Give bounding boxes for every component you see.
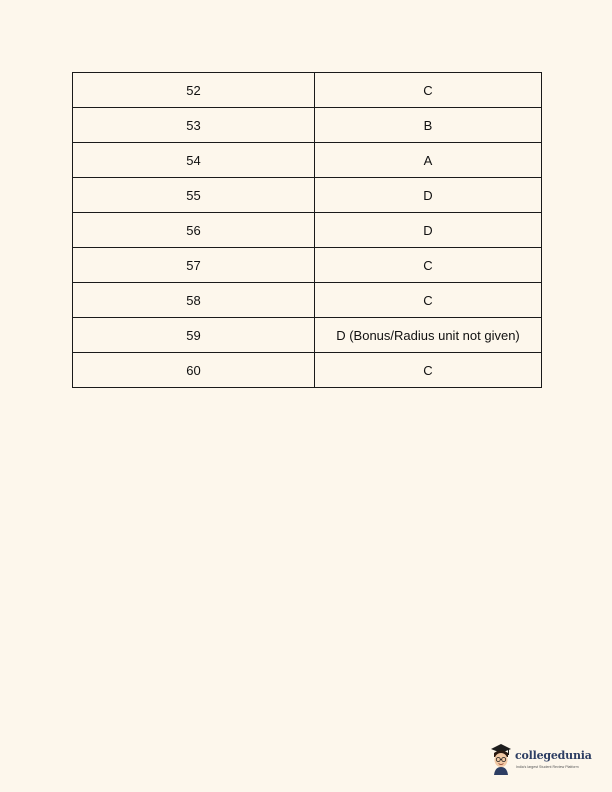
table-row: [73, 108, 542, 143]
table-row: [73, 73, 542, 108]
table-row: [73, 283, 542, 318]
question-number-cell: 54: [73, 143, 315, 178]
table-row: [73, 248, 542, 283]
question-number-cell: 57: [73, 248, 315, 283]
answer-cell: D (Bonus/Radius unit not given): [315, 318, 542, 353]
table-row: [73, 213, 542, 248]
question-number-cell: 60: [73, 353, 315, 388]
answer-cell: C: [315, 283, 542, 318]
table-row: [73, 318, 542, 353]
question-number-cell: 56: [73, 213, 315, 248]
answer-cell: A: [315, 143, 542, 178]
answer-key-table: [72, 72, 542, 388]
table-row: [73, 143, 542, 178]
logo-wordmark: collegedunia: [515, 749, 592, 762]
question-number-cell: 58: [73, 283, 315, 318]
question-number-cell: 53: [73, 108, 315, 143]
logo-tagline: India's largest Student Review Platform: [516, 765, 579, 769]
answer-cell: C: [315, 248, 542, 283]
question-number-cell: 59: [73, 318, 315, 353]
answer-cell: D: [315, 213, 542, 248]
graduate-mascot-icon: [489, 742, 513, 776]
question-number-cell: 55: [73, 178, 315, 213]
answer-cell: B: [315, 108, 542, 143]
answer-cell: C: [315, 73, 542, 108]
table-row: [73, 178, 542, 213]
table-row: [73, 353, 542, 388]
collegedunia-logo[interactable]: [489, 742, 599, 778]
answer-cell: C: [315, 353, 542, 388]
question-number-cell: 52: [73, 73, 315, 108]
answer-cell: D: [315, 178, 542, 213]
